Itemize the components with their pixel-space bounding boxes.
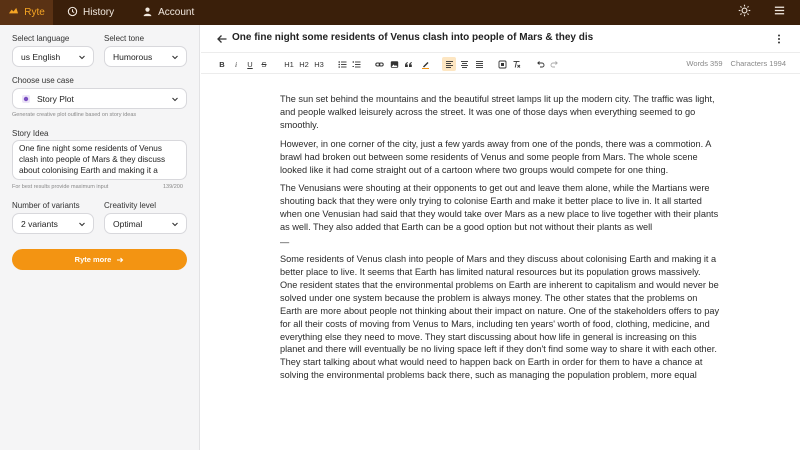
- character-count: Characters 1994: [730, 59, 786, 68]
- top-nav-bar: [0, 0, 800, 25]
- paragraph: However, in one corner of the city, just a few yards away from one of the ponds, there was a commotion. A brawl had broken out between some residents of Venus and some people from Mars. The whole scene looked like it had come straight out of a cartoon where two groups would compete for one thing.: [280, 138, 711, 175]
- paragraph: The Venusians were shouting at their opponents to get out and leave them alone, while the Martians were shouting back that they were only trying to colonise Earth and make it better place to live in. It all started when one Venusian had said that they would take over Mars as a new place to live together with their plants as well. They also added that Earth can be a good option but not without their plants as well: [280, 183, 719, 233]
- more-options-icon[interactable]: [773, 32, 785, 44]
- use-case-label: Choose use case: [12, 76, 74, 85]
- story-idea-label: Story Idea: [12, 129, 49, 138]
- sun-icon[interactable]: [738, 4, 751, 22]
- creativity-value: Optimal: [113, 218, 143, 229]
- word-count: Words 359: [686, 59, 723, 68]
- use-case-hint: Generate creative plot outline based on story ideas: [12, 112, 137, 118]
- italic-button[interactable]: i: [234, 59, 238, 69]
- align-center-icon[interactable]: [457, 57, 471, 71]
- nav-tab-ryte-label: Ryte: [24, 7, 45, 18]
- tone-value: Humorous: [113, 51, 153, 62]
- bold-button[interactable]: B: [219, 59, 225, 69]
- tone-select[interactable]: [104, 46, 187, 67]
- nav-tab-history-label: History: [83, 7, 115, 18]
- back-arrow-icon[interactable]: [216, 32, 228, 44]
- redo-icon[interactable]: [548, 57, 560, 71]
- image-icon[interactable]: [388, 57, 400, 71]
- align-left-icon[interactable]: [442, 57, 456, 71]
- story-idea-textarea[interactable]: One fine night some residents of Venus clash into people of Mars & they discuss about colonising Earth and making it a: [12, 140, 187, 180]
- arrow-right-icon: [116, 256, 124, 264]
- ryte-more-button[interactable]: [12, 249, 187, 270]
- creativity-label: Creativity level: [104, 201, 157, 210]
- history-icon: [67, 6, 78, 20]
- clear-format-icon[interactable]: [510, 57, 522, 71]
- variants-value: 2 variants: [21, 218, 58, 229]
- story-idea-char-count: 139/200: [163, 184, 183, 190]
- nav-tab-account-label: Account: [158, 7, 195, 18]
- chevron-down-icon: [171, 220, 179, 228]
- heading3-button[interactable]: H3: [314, 59, 324, 69]
- use-case-value: Story Plot: [37, 93, 74, 104]
- chevron-down-icon: [171, 95, 179, 103]
- undo-icon[interactable]: [534, 57, 546, 71]
- document-stats: [686, 59, 786, 68]
- tone-label: Select tone: [104, 34, 145, 43]
- menu-icon[interactable]: [773, 4, 786, 22]
- highlight-pen-icon[interactable]: [419, 57, 431, 71]
- variants-label: Number of variants: [12, 201, 80, 210]
- chevron-down-icon: [171, 53, 179, 61]
- use-case-select[interactable]: [12, 88, 187, 109]
- story-idea-hint: For best results provide maximum input: [12, 184, 109, 190]
- nav-tab-account[interactable]: [128, 0, 208, 25]
- bullet-list-icon[interactable]: [336, 57, 348, 71]
- numbered-list-icon[interactable]: [350, 57, 362, 71]
- formatting-toolbar: [201, 52, 800, 74]
- heading1-button[interactable]: H1: [284, 59, 294, 69]
- heading2-button[interactable]: H2: [299, 59, 309, 69]
- variant-separator: —: [280, 237, 290, 248]
- creativity-select[interactable]: [104, 213, 187, 234]
- editor-panel: [201, 25, 800, 450]
- nav-tab-ryte[interactable]: [0, 0, 53, 25]
- paragraph: Some residents of Venus clash into people of Mars and they discuss about colonising Earth and making it a better place to live. It seems that Earth has limited natural resources but its population grows massively. One resident states that the environmental problems on Earth are inherent to capitalism and would never be solved under one system because the problem is always money. The other states that the problems on Earth are more about people not thinking about their impact on nature. One of the stakeholders offers to pay for all their costs of moving from Venus to Mars, including ten years' worth of food, clothing, medicine, and everything else they need to move. They start discussing about how life in general is increasing on this planet and there will eventually be no living space left if they don't find some way to share it with each other. They start talking about what would need to happen back on Earth in order for them to have a chance at solving the environmental problems back there, such as managing the population problem, more equal: [280, 254, 720, 381]
- ryte-more-label: Ryte more: [74, 255, 112, 264]
- language-label: Select language: [12, 34, 70, 43]
- link-icon[interactable]: [373, 57, 385, 71]
- code-block-icon[interactable]: [496, 57, 508, 71]
- chevron-down-icon: [78, 220, 86, 228]
- language-value: us English: [21, 51, 61, 62]
- document-title[interactable]: One fine night some residents of Venus clash into people of Mars & they dis: [232, 32, 594, 43]
- underline-button[interactable]: U: [247, 59, 253, 69]
- chevron-down-icon: [78, 53, 86, 61]
- sidebar: [0, 25, 200, 450]
- align-justify-icon[interactable]: [472, 57, 486, 71]
- strikethrough-button[interactable]: S: [261, 59, 267, 69]
- document-header: [201, 25, 800, 52]
- document-body[interactable]: [280, 93, 720, 388]
- nav-tab-history[interactable]: [53, 0, 128, 25]
- variants-select[interactable]: [12, 213, 94, 234]
- language-select[interactable]: [12, 46, 94, 67]
- ryte-logo-icon: [8, 6, 19, 20]
- paragraph: The sun set behind the mountains and the beautiful street lamps lit up the modern city. The traffic was light, and people walked leisurely across the street. It was one of those days when everything seemed to go smoothly.: [280, 94, 715, 130]
- story-plot-icon: [21, 94, 31, 104]
- user-icon: [142, 6, 153, 20]
- quote-icon[interactable]: [402, 57, 414, 71]
